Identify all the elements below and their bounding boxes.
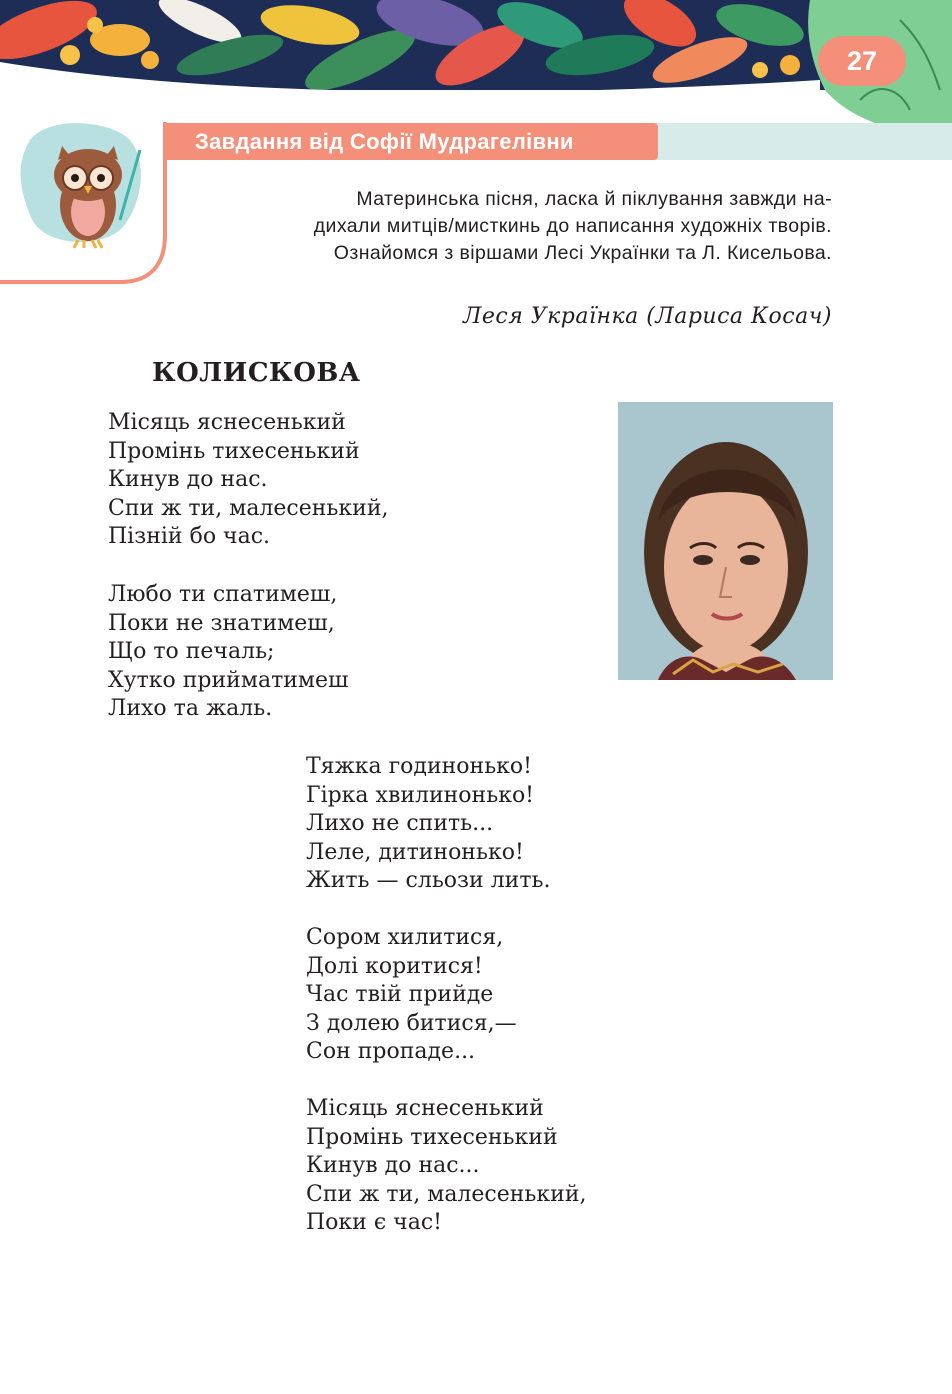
poem-line: Любо ти спатимеш, [108, 582, 338, 607]
poem-line: Що то печаль; [108, 639, 275, 665]
poem-line: Поки не знатимеш, [108, 610, 335, 636]
poem-line: Лихо та жаль. [108, 696, 273, 722]
poem-line: Сон пропаде... [306, 1039, 476, 1065]
poem-line: Кинув до нас. [108, 467, 268, 493]
task-line: Материнська пісня, ласка й піклування завжди на- [356, 188, 832, 210]
poem-stanza-3 [306, 753, 550, 896]
task-description [190, 186, 832, 267]
poem-line: Кинув до нас... [306, 1153, 480, 1179]
owl-frame [0, 110, 175, 290]
author-portrait [618, 402, 833, 680]
task-title: Завдання від Софії Мудрагелівни [163, 123, 658, 160]
poem-line: Тяжка годинонько! [306, 754, 533, 779]
poem-author: Леся Українка (Лариса Косач) [463, 304, 832, 329]
poem-line: Сором хилитися, [306, 925, 504, 950]
poem-line: Лихо не спить... [306, 811, 494, 837]
poem-line: Поки є час! [306, 1210, 442, 1236]
poem-line: Хутко прийматимеш [108, 667, 349, 693]
poem-title: КОЛИСКОВА [152, 358, 361, 388]
poem-line: З долею битися,— [306, 1010, 517, 1036]
poem-stanza-2 [108, 581, 349, 724]
poem-line: Час твій прийде [306, 982, 494, 1008]
poem-line: Гірка хвилинонько! [306, 782, 535, 808]
poem-line: Місяць яснесенький [306, 1096, 544, 1121]
poem-stanza-1 [108, 409, 388, 552]
poem-line: Долі коритися! [306, 953, 483, 979]
poem-line: Промінь тихесенький [108, 438, 360, 464]
poem-line: Спи ж ти, малесенький, [306, 1181, 587, 1207]
poem-stanza-5 [306, 1095, 586, 1238]
poem-line: Промінь тихесенький [306, 1124, 558, 1150]
poem-line: Спи ж ти, малесенький, [108, 495, 389, 521]
task-line: Ознайомся з віршами Лесі Українки та Л. Кисельова. [333, 242, 832, 264]
poem-line: Місяць яснесенький [108, 410, 346, 435]
task-line: дихали митців/мисткинь до написання художніх творів. [313, 215, 832, 237]
poem-stanza-4 [306, 924, 517, 1067]
poem-line: Пізній бо час. [108, 524, 271, 550]
poem-line: Леле, дитинонько! [306, 839, 524, 865]
page-number: 27 [818, 36, 906, 86]
poem-line: Жить — сльози лить. [306, 868, 551, 894]
